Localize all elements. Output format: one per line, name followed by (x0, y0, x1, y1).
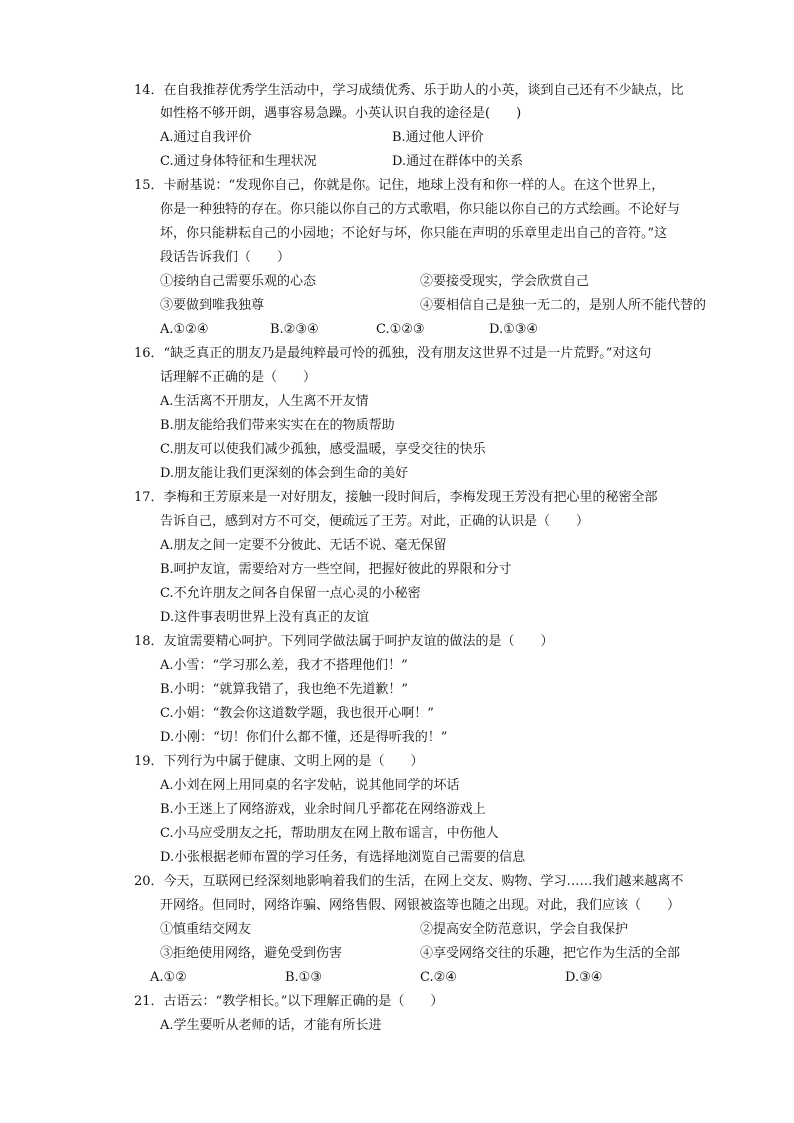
question-14-option-b: B.通过他人评价 (392, 130, 484, 145)
question-20-option-c: C.②④ (420, 970, 457, 985)
question-16-stem-line-1: 16．“缺乏真正的朋友乃是最纯粹最可怜的孤独，没有朋友这世界不过是一片荒野。”对这句 (134, 346, 652, 361)
question-14-option-a: A.通过自我评价 (160, 130, 252, 145)
question-19-option-c: C.小马应受朋友之托，帮助朋友在网上散布谣言，中伤他人 (160, 826, 499, 841)
question-15-statement-4: ④要相信自己是独一无二的，是别人所不能代替的 (420, 298, 707, 313)
question-18-option-c: C.小娟：“教会你这道数学题，我也很开心啊！” (160, 706, 434, 721)
question-17-option-a: A.朋友之间一定要不分彼此、无话不说、毫无保留 (160, 538, 447, 553)
question-20-statement-3: ③拒绝使用网络，避免受到伤害 (160, 946, 343, 961)
question-14-stem-line-1: 14．在自我推荐优秀学生活动中，学习成绩优秀、乐于助人的小英，谈到自己还有不少缺点，比 (134, 83, 684, 98)
question-14-stem-line-2: 如性格不够开朗，遇事容易急躁。小英认识自我的途径是( ) (160, 106, 522, 121)
question-19-option-b: B.小王迷上了网络游戏，业余时间几乎都花在网络游戏上 (160, 802, 486, 817)
question-17-stem-line-1: 17．李梅和王芳原来是一对好朋友，接触一段时间后，李梅发现王芳没有把心里的秘密全部 (134, 490, 658, 505)
question-16-option-b: B.朋友能给我们带来实实在在的物质帮助 (160, 418, 395, 433)
question-20-statement-2: ②提高安全防范意识，学会自我保护 (420, 922, 629, 937)
question-15-statement-1: ①接纳自己需要乐观的心态 (160, 274, 317, 289)
question-21-stem: 21．古语云：“教学相长。”以下理解正确的是（ ） (134, 994, 444, 1009)
question-15-option-b: B.②③④ (270, 322, 319, 337)
question-17-option-b: B.呵护友谊，需要给对方一些空间，把握好彼此的界限和分寸 (160, 562, 512, 577)
question-16-option-c: C.朋友可以使我们减少孤独，感受温暖，享受交往的快乐 (160, 442, 486, 457)
question-20-stem-line-1: 20．今天，互联网已经深刻地影响着我们的生活，在网上交友、购物、学习……我们越来越离不 (134, 874, 684, 889)
question-20-statement-1: ①慎重结交网友 (160, 922, 252, 937)
question-20-stem-line-2: 开网络。但同时，网络诈骗、网络售假、网银被盗等也随之出现。对此，我们应该（ ） (160, 898, 681, 913)
question-15-statement-3: ③要做到唯我独尊 (160, 298, 265, 313)
question-17-stem-line-2: 告诉自己，感到对方不可交，便疏远了王芳。对此，正确的认识是（ ） (160, 514, 590, 529)
question-18-option-d: D.小刚：“切！你们什么都不懂，还是得听我的！” (160, 730, 448, 745)
question-15-option-c: C.①②③ (376, 322, 425, 337)
question-18-option-a: A.小雪：“学习那么差，我才不搭理他们！” (160, 658, 408, 673)
question-19-option-d: D.小张根据老师布置的学习任务，有选择地浏览自己需要的信息 (160, 850, 526, 865)
question-18-stem: 18．友谊需要精心呵护。下列同学做法属于呵护友谊的做法的是（ ） (134, 634, 554, 649)
question-15-option-d: D.①③④ (489, 322, 539, 337)
question-14-option-c: C.通过身体特征和生理状况 (160, 154, 317, 169)
question-15-stem-line-3: 坏，你只能耕耘自己的小园地；不论好与坏，你只能在声明的乐章里走出自己的音符。”这 (160, 226, 668, 241)
question-20-option-b: B.①③ (285, 970, 322, 985)
question-19-option-a: A.小刘在网上用同桌的名字发帖，说其他同学的坏话 (160, 778, 460, 793)
question-19-stem: 19．下列行为中属于健康、文明上网的是（ ） (134, 754, 424, 769)
question-17-option-c: C.不允许朋友之间各自保留一点心灵的小秘密 (160, 586, 421, 601)
question-16-option-d: D.朋友能让我们更深刻的体会到生命的美好 (160, 466, 409, 481)
question-20-statement-4: ④享受网络交往的乐趣，把它作为生活的全部 (420, 946, 681, 961)
question-21-option-a: A.学生要听从老师的话，才能有所长进 (160, 1018, 382, 1033)
question-16-option-a: A.生活离不开朋友，人生离不开友情 (160, 394, 369, 409)
question-16-stem-line-2: 话理解不正确的是（ ） (160, 370, 317, 385)
question-18-option-b: B.小明：“就算我错了，我也绝不先道歉！” (160, 682, 408, 697)
question-15-stem-line-1: 15．卡耐基说：“发现你自己，你就是你。记住，地球上没有和你一样的人。在这个世界上， (134, 178, 665, 193)
question-20-option-d: D.③④ (565, 970, 603, 985)
question-15-statement-2: ②要接受现实，学会欣赏自己 (420, 274, 590, 289)
question-14-option-d: D.通过在群体中的关系 (392, 154, 524, 169)
question-20-option-a: A.①② (150, 970, 187, 985)
question-15-stem-line-4: 段话告诉我们（ ） (160, 250, 291, 265)
question-15-stem-line-2: 你是一种独特的存在。你只能以你自己的方式歌唱，你只能以你自己的方式绘画。不论好与 (160, 202, 681, 217)
question-17-option-d: D.这件事表明世界上没有真正的友谊 (160, 610, 370, 625)
question-15-option-a: A.①②④ (160, 322, 209, 337)
